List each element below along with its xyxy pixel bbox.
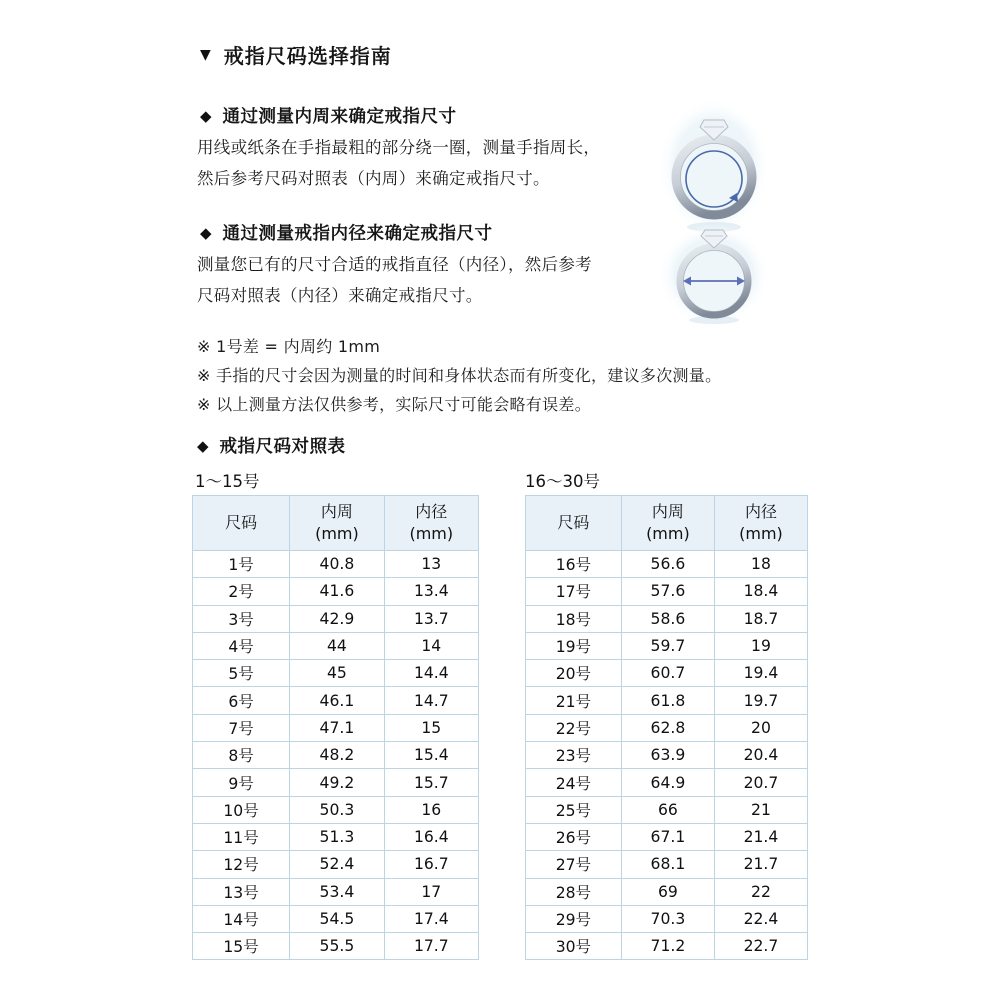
table-cell: 44: [290, 632, 384, 659]
table-cell: 30号: [526, 933, 622, 960]
table-cell: 13.7: [384, 605, 478, 632]
table-cell: 27号: [526, 851, 622, 878]
table-cell: 20.4: [714, 742, 807, 769]
table-cell: 53.4: [290, 878, 384, 905]
table-row: [526, 933, 808, 960]
section-heading-diameter: [200, 220, 493, 245]
table-cell: 18.4: [714, 578, 807, 605]
table-cell: 12号: [193, 851, 290, 878]
table-row: [193, 714, 479, 741]
table-row: [526, 823, 808, 850]
table-cell: 16.7: [384, 851, 478, 878]
table-cell: 15: [384, 714, 478, 741]
table-cell: 22.7: [714, 933, 807, 960]
table-cell: 4号: [193, 632, 290, 659]
table-cell: 19.4: [714, 660, 807, 687]
table-cell: 70.3: [621, 905, 714, 932]
table-cell: 58.6: [621, 605, 714, 632]
table-row: [526, 878, 808, 905]
table-cell: 16.4: [384, 823, 478, 850]
table-row: [526, 551, 808, 578]
table-cell: 62.8: [621, 714, 714, 741]
table-cell: 42.9: [290, 605, 384, 632]
size-chart-heading: [197, 433, 346, 458]
table-cell: 19号: [526, 632, 622, 659]
table-cell: 15.4: [384, 742, 478, 769]
table-row: [193, 687, 479, 714]
table-cell: 21.7: [714, 851, 807, 878]
header-cell-diameter: 内径 (mm): [714, 496, 807, 551]
table-cell: 13: [384, 551, 478, 578]
table-cell: 14: [384, 632, 478, 659]
table-cell: 40.8: [290, 551, 384, 578]
table-cell: 29号: [526, 905, 622, 932]
section-body-diameter: [197, 249, 592, 311]
table-cell: 59.7: [621, 632, 714, 659]
table-label-1-15: 1～15号: [195, 472, 260, 491]
table-cell: 23号: [526, 742, 622, 769]
table-row: [526, 714, 808, 741]
table-cell: 20号: [526, 660, 622, 687]
table-row: [193, 632, 479, 659]
table-cell: 14号: [193, 905, 290, 932]
table-cell: 17.4: [384, 905, 478, 932]
table-cell: 11号: [193, 823, 290, 850]
table-row: [193, 551, 479, 578]
table-cell: 66: [621, 796, 714, 823]
table-cell: 18.7: [714, 605, 807, 632]
table-row: [193, 742, 479, 769]
table-cell: 67.1: [621, 823, 714, 850]
table-cell: 49.2: [290, 769, 384, 796]
size-chart-heading-text: 戒指尺码对照表: [219, 437, 346, 457]
table-cell: 63.9: [621, 742, 714, 769]
header-cell-size: 尺码: [193, 496, 290, 551]
table-cell: 48.2: [290, 742, 384, 769]
body-line: 尺码对照表（内径）来确定戒指尺寸。: [197, 286, 483, 305]
table-cell: 1号: [193, 551, 290, 578]
table-cell: 6号: [193, 687, 290, 714]
section-heading-text: 通过测量戒指内径来确定戒指尺寸: [222, 224, 493, 244]
table-cell: 21号: [526, 687, 622, 714]
note-line: ※ 以上测量方法仅供参考，实际尺寸可能会略有误差。: [197, 395, 591, 414]
size-table-16-30: [525, 495, 808, 960]
ring-inner-circumference-illustration: [658, 98, 770, 236]
section-body-circumference: [197, 132, 600, 194]
notes-block: [197, 332, 721, 419]
body-line: 测量您已有的尺寸合适的戒指直径（内径），然后参考: [197, 255, 592, 274]
table-cell: 14.7: [384, 687, 478, 714]
ring-inner-diameter-illustration: [658, 224, 770, 326]
table-row: [193, 796, 479, 823]
table-cell: 21: [714, 796, 807, 823]
table-cell: 3号: [193, 605, 290, 632]
table-cell: 13.4: [384, 578, 478, 605]
table-cell: 13号: [193, 878, 290, 905]
page-title: [200, 40, 392, 69]
section-heading-circumference: [200, 103, 457, 128]
table-row: [526, 742, 808, 769]
table-cell: 10号: [193, 796, 290, 823]
table-cell: 71.2: [621, 933, 714, 960]
table-row: [193, 878, 479, 905]
table-cell: 60.7: [621, 660, 714, 687]
diamond-bullet-icon: ◆: [197, 436, 209, 455]
table-cell: 5号: [193, 660, 290, 687]
table-row: [526, 578, 808, 605]
table-cell: 64.9: [621, 769, 714, 796]
body-line: 用线或纸条在手指最粗的部分绕一圈，测量手指周长，: [197, 138, 601, 157]
table-row: [193, 605, 479, 632]
table-cell: 21.4: [714, 823, 807, 850]
header-cell-diameter: 内径 (mm): [384, 496, 478, 551]
table-cell: 69: [621, 878, 714, 905]
diamond-bullet-icon: ◆: [200, 223, 212, 242]
table-row: [526, 796, 808, 823]
table-row: [193, 823, 479, 850]
table-cell: 56.6: [621, 551, 714, 578]
table-cell: 22: [714, 878, 807, 905]
table-label-16-30: 16～30号: [525, 472, 600, 491]
table-cell: 17: [384, 878, 478, 905]
table-cell: 20: [714, 714, 807, 741]
table-row: [193, 933, 479, 960]
table-cell: 15.7: [384, 769, 478, 796]
page-title-text: 戒指尺码选择指南: [223, 44, 392, 68]
table-cell: 17号: [526, 578, 622, 605]
section-heading-text: 通过测量内周来确定戒指尺寸: [222, 107, 457, 127]
table-cell: 16号: [526, 551, 622, 578]
table-row: [526, 905, 808, 932]
table-cell: 52.4: [290, 851, 384, 878]
table-cell: 51.3: [290, 823, 384, 850]
table-row: [193, 851, 479, 878]
table-cell: 50.3: [290, 796, 384, 823]
table-cell: 28号: [526, 878, 622, 905]
table-row: [193, 660, 479, 687]
table-cell: 9号: [193, 769, 290, 796]
table-row: [526, 851, 808, 878]
note-line: ※ 手指的尺寸会因为测量的时间和身体状态而有所变化，建议多次测量。: [197, 366, 722, 385]
table-cell: 7号: [193, 714, 290, 741]
table-cell: 22号: [526, 714, 622, 741]
table-cell: 47.1: [290, 714, 384, 741]
table-cell: 14.4: [384, 660, 478, 687]
table-cell: 19: [714, 632, 807, 659]
table-cell: 41.6: [290, 578, 384, 605]
table-cell: 68.1: [621, 851, 714, 878]
table-cell: 8号: [193, 742, 290, 769]
table-row: [526, 660, 808, 687]
table-cell: 15号: [193, 933, 290, 960]
table-header-row: [526, 496, 808, 551]
table-cell: 46.1: [290, 687, 384, 714]
diamond-bullet-icon: ◆: [200, 106, 212, 125]
table-row: [526, 632, 808, 659]
table-cell: 16: [384, 796, 478, 823]
table-cell: 26号: [526, 823, 622, 850]
table-row: [193, 905, 479, 932]
table-cell: 45: [290, 660, 384, 687]
table-cell: 25号: [526, 796, 622, 823]
table-cell: 2号: [193, 578, 290, 605]
header-cell-size: 尺码: [526, 496, 622, 551]
table-row: [526, 605, 808, 632]
table-row: [193, 769, 479, 796]
size-table-1-15: [192, 495, 479, 960]
table-cell: 18号: [526, 605, 622, 632]
size-table-1-15-container: [192, 495, 479, 960]
size-table-16-30-container: [525, 495, 808, 960]
body-line: 然后参考尺码对照表（内周）来确定戒指尺寸。: [197, 169, 550, 188]
table-row: [526, 687, 808, 714]
table-cell: 54.5: [290, 905, 384, 932]
table-row: [526, 769, 808, 796]
table-cell: 20.7: [714, 769, 807, 796]
table-header-row: [193, 496, 479, 551]
table-cell: 19.7: [714, 687, 807, 714]
table-cell: 17.7: [384, 933, 478, 960]
table-cell: 24号: [526, 769, 622, 796]
header-cell-circumference: 内周 (mm): [621, 496, 714, 551]
table-cell: 57.6: [621, 578, 714, 605]
table-cell: 22.4: [714, 905, 807, 932]
table-cell: 55.5: [290, 933, 384, 960]
note-line: ※ 1号差 = 内周约 1mm: [197, 337, 381, 356]
header-cell-circumference: 内周 (mm): [290, 496, 384, 551]
table-cell: 61.8: [621, 687, 714, 714]
table-row: [193, 578, 479, 605]
table-cell: 18: [714, 551, 807, 578]
triangle-down-icon: ▼: [200, 46, 211, 63]
